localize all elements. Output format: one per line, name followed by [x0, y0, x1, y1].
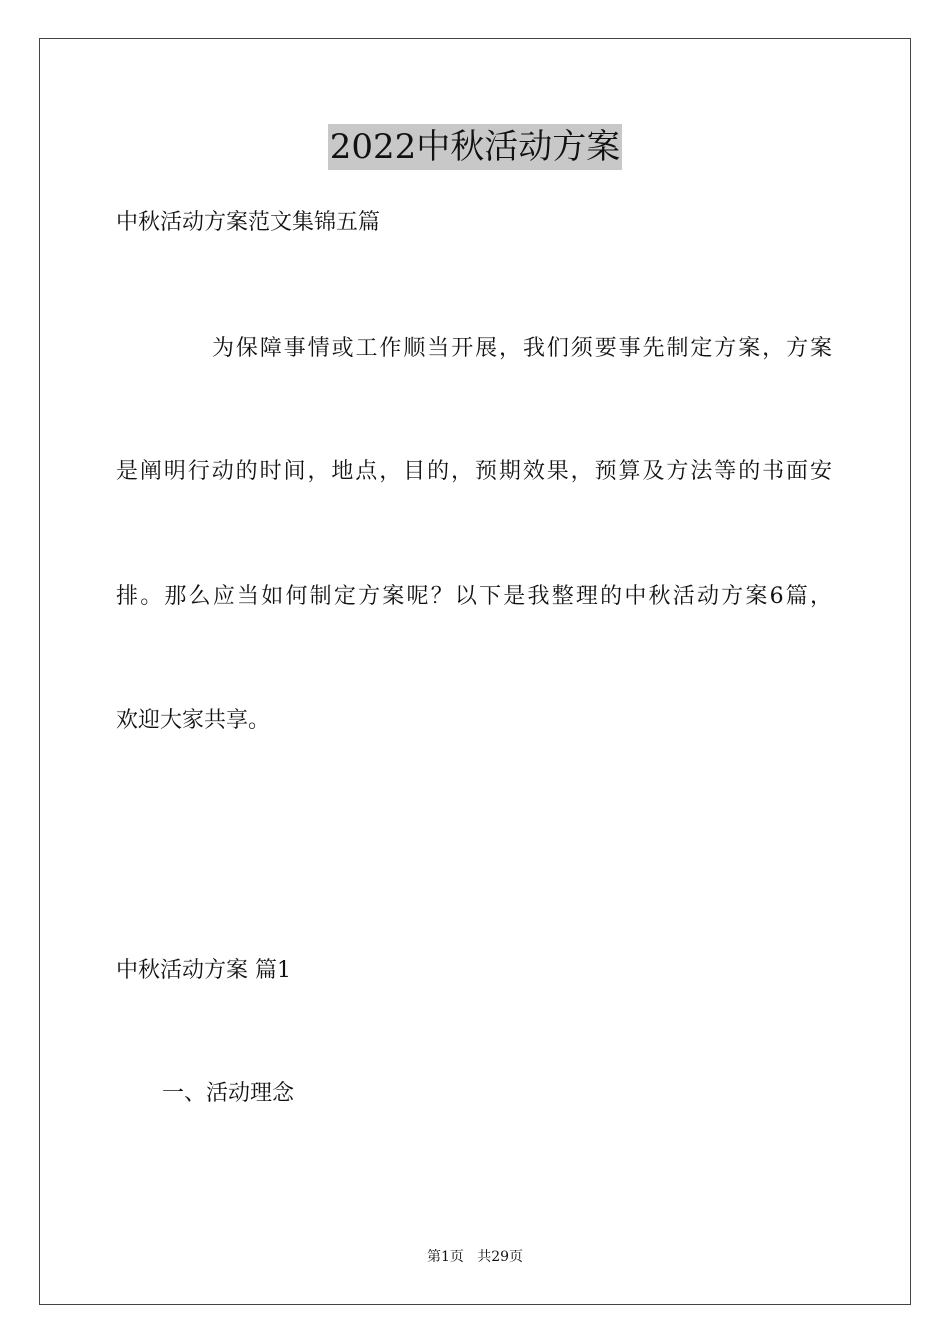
intro-line-2: 是阐明行动的时间，地点，目的，预期效果，预算及方法等的书面安 [116, 459, 832, 484]
document-title: 2022中秋活动方案 [328, 124, 623, 170]
section-heading: 中秋活动方案 篇1 [116, 958, 291, 983]
page-number-footer: 第1页 共29页 [426, 1249, 524, 1265]
title-container [0, 124, 950, 170]
intro-line-4: 欢迎大家共享。 [116, 708, 271, 733]
section-subheading: 一、活动理念 [162, 1081, 295, 1106]
document-subtitle: 中秋活动方案范文集锦五篇 [116, 210, 381, 235]
intro-line-3: 排。那么应当如何制定方案呢？以下是我整理的中秋活动方案6篇， [116, 584, 832, 609]
intro-line-1: 为保障事情或工作顺当开展，我们须要事先制定方案，方案 [212, 336, 832, 361]
